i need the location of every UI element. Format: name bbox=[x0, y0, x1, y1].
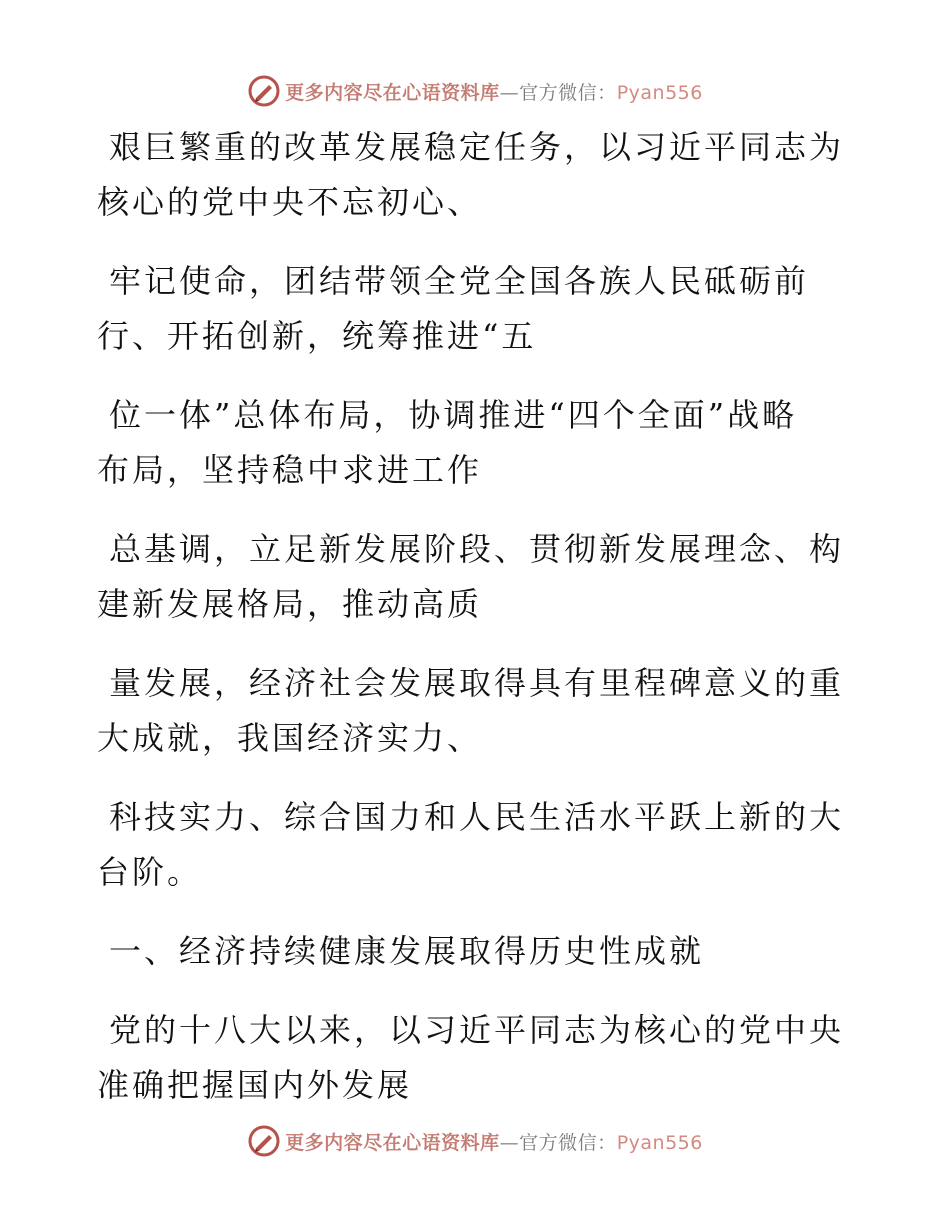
paragraph-line: 大成就，我国经济实力、 bbox=[97, 719, 483, 757]
watermark-subtitle: 官方微信： bbox=[519, 1131, 617, 1154]
pen-logo-icon bbox=[247, 74, 281, 108]
paragraph-line: 党的十八大以来，以习近平同志为核心的党中央 bbox=[109, 1011, 845, 1049]
watermark-account: Pyan556 bbox=[616, 1131, 703, 1154]
paragraph-line: 台阶。 bbox=[97, 853, 203, 891]
watermark-subtitle: 官方微信： bbox=[519, 81, 617, 104]
paragraph bbox=[97, 120, 845, 230]
paragraph-line: 建新发展格局，推动高质 bbox=[97, 585, 483, 623]
document-body bbox=[97, 120, 845, 1137]
paragraph bbox=[97, 254, 837, 364]
paragraph-line: 科技实力、综合国力和人民生活水平跃上新的大 bbox=[109, 798, 845, 836]
paragraph bbox=[97, 522, 845, 632]
paragraph bbox=[97, 790, 845, 900]
watermark-text bbox=[285, 78, 703, 105]
watermark-separator: — bbox=[499, 1131, 520, 1154]
watermark-title: 更多内容尽在心语资料库 bbox=[285, 81, 500, 104]
pen-logo-icon bbox=[247, 1124, 281, 1158]
watermark-account: Pyan556 bbox=[616, 81, 703, 104]
watermark-text bbox=[285, 1128, 703, 1155]
paragraph-line: 牢记使命，团结带领全党全国各族人民砥砺前 bbox=[109, 262, 810, 300]
footer-watermark bbox=[0, 1121, 950, 1161]
paragraph-line: 量发展，经济社会发展取得具有里程碑意义的重 bbox=[109, 664, 845, 702]
paragraph bbox=[97, 1003, 845, 1113]
paragraph-line: 总基调，立足新发展阶段、贯彻新发展理念、构 bbox=[109, 530, 845, 568]
header-watermark bbox=[0, 71, 950, 111]
paragraph bbox=[97, 656, 845, 766]
section-heading bbox=[97, 924, 837, 979]
paragraph-line: 布局，坚持稳中求进工作 bbox=[97, 451, 483, 489]
paragraph-line: 行、开拓创新，统筹推进“五 bbox=[97, 317, 537, 355]
watermark-separator: — bbox=[499, 81, 520, 104]
section-heading-text: 一、经济持续健康发展取得历史性成就 bbox=[109, 932, 705, 970]
watermark-title: 更多内容尽在心语资料库 bbox=[285, 1131, 500, 1154]
paragraph-line: 准确把握国内外发展 bbox=[97, 1066, 413, 1104]
paragraph-line: 艰巨繁重的改革发展稳定任务，以习近平同志为 bbox=[109, 128, 845, 166]
paragraph-line: 核心的党中央不忘初心、 bbox=[97, 183, 483, 221]
paragraph bbox=[97, 388, 837, 498]
paragraph-line: 位一体”总体布局，协调推进“四个全面”战略 bbox=[109, 396, 798, 434]
